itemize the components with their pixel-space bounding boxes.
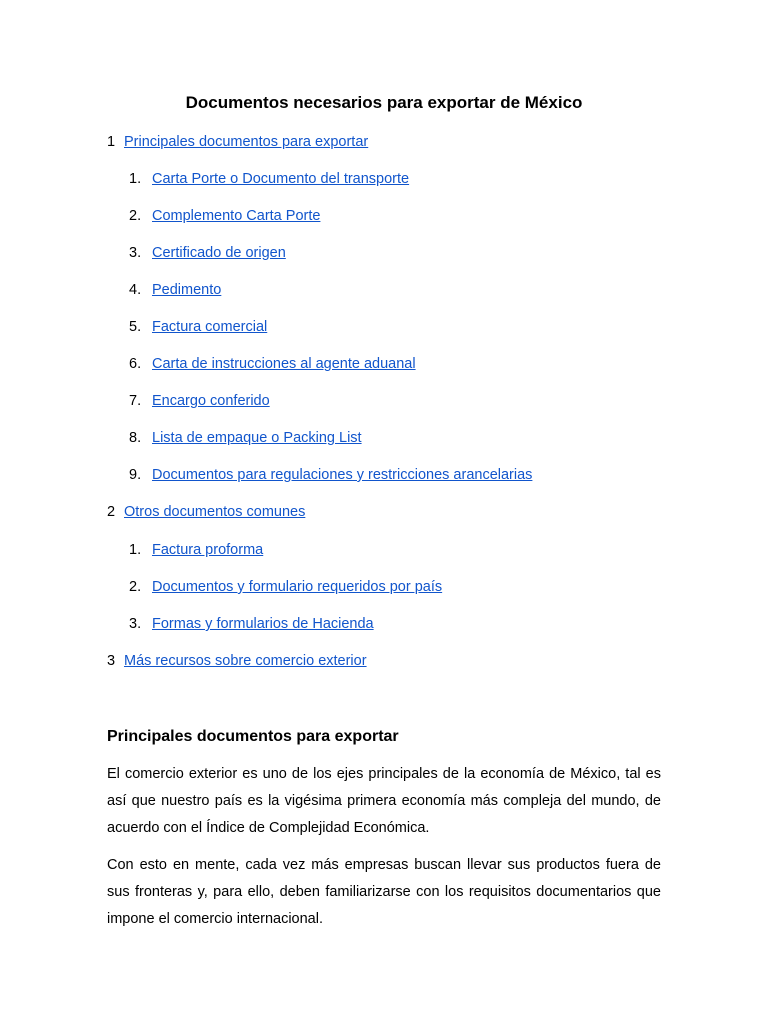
toc-item	[129, 391, 270, 411]
document-title: Documentos necesarios para exportar de México	[185, 93, 583, 112]
toc-item	[129, 354, 416, 374]
toc-section-number: 3	[107, 653, 116, 669]
body-paragraph: El comercio exterior es uno de los ejes principales de la economía de México, tal es así que nuestro país es la vigésima primera economía más compleja del mundo, de acuerdo con el Índice de Complejidad Económica.	[107, 766, 661, 836]
toc-item-number: 5.	[129, 319, 142, 335]
toc-link-certificado-origen[interactable]: Certificado de origen	[152, 245, 286, 261]
toc-section-number: 1	[107, 134, 116, 150]
toc-link-factura-comercial[interactable]: Factura comercial	[152, 319, 268, 335]
toc-item	[129, 280, 221, 300]
toc-item-number: 7.	[129, 393, 142, 409]
toc-section-3	[107, 651, 367, 671]
toc-item	[129, 577, 442, 597]
toc-section-1	[107, 132, 368, 152]
toc-link-carta-porte[interactable]: Carta Porte o Documento del transporte	[152, 171, 410, 187]
toc-section-2	[107, 502, 305, 522]
toc-item	[129, 169, 409, 189]
toc-item-number: 6.	[129, 356, 142, 372]
toc-item-number: 3.	[129, 245, 142, 261]
toc-link-pedimento[interactable]: Pedimento	[152, 282, 222, 298]
toc-item-number: 4.	[129, 282, 142, 298]
toc-item-number: 8.	[129, 430, 142, 446]
toc-item	[129, 243, 286, 263]
toc-link-complemento-carta-porte[interactable]: Complemento Carta Porte	[152, 208, 321, 224]
toc-item-number: 3.	[129, 616, 142, 632]
toc-link-formas-hacienda[interactable]: Formas y formularios de Hacienda	[152, 616, 374, 632]
toc-item-number: 9.	[129, 467, 142, 483]
toc-item	[129, 206, 320, 226]
toc-item	[129, 428, 362, 448]
toc-link-principales-documentos[interactable]: Principales documentos para exportar	[124, 134, 369, 150]
toc-section-number: 2	[107, 504, 116, 520]
toc-link-otros-documentos[interactable]: Otros documentos comunes	[124, 504, 306, 520]
toc-item-number: 1.	[129, 542, 142, 558]
toc-item-number: 2.	[129, 579, 142, 595]
toc-link-lista-empaque[interactable]: Lista de empaque o Packing List	[152, 430, 362, 446]
body-paragraph: Con esto en mente, cada vez más empresas buscan llevar sus productos fuera de sus fronteras y, para ello, deben familiarizarse con los requisitos documentarios que impone el comercio internacional.	[107, 857, 661, 927]
toc-item	[129, 614, 374, 634]
toc-item-number: 1.	[129, 171, 142, 187]
toc-link-documentos-por-pais[interactable]: Documentos y formulario requeridos por país	[152, 579, 443, 595]
toc-item-number: 2.	[129, 208, 142, 224]
toc-link-regulaciones-restricciones[interactable]: Documentos para regulaciones y restricciones arancelarias	[152, 467, 533, 483]
toc-link-mas-recursos[interactable]: Más recursos sobre comercio exterior	[124, 653, 367, 669]
toc-item	[129, 465, 532, 485]
toc-item	[129, 317, 267, 337]
toc-link-carta-instrucciones[interactable]: Carta de instrucciones al agente aduanal	[152, 356, 416, 372]
toc-item	[129, 540, 263, 560]
toc-link-encargo-conferido[interactable]: Encargo conferido	[152, 393, 270, 409]
section-heading: Principales documentos para exportar	[107, 728, 399, 745]
toc-link-factura-proforma[interactable]: Factura proforma	[152, 542, 264, 558]
